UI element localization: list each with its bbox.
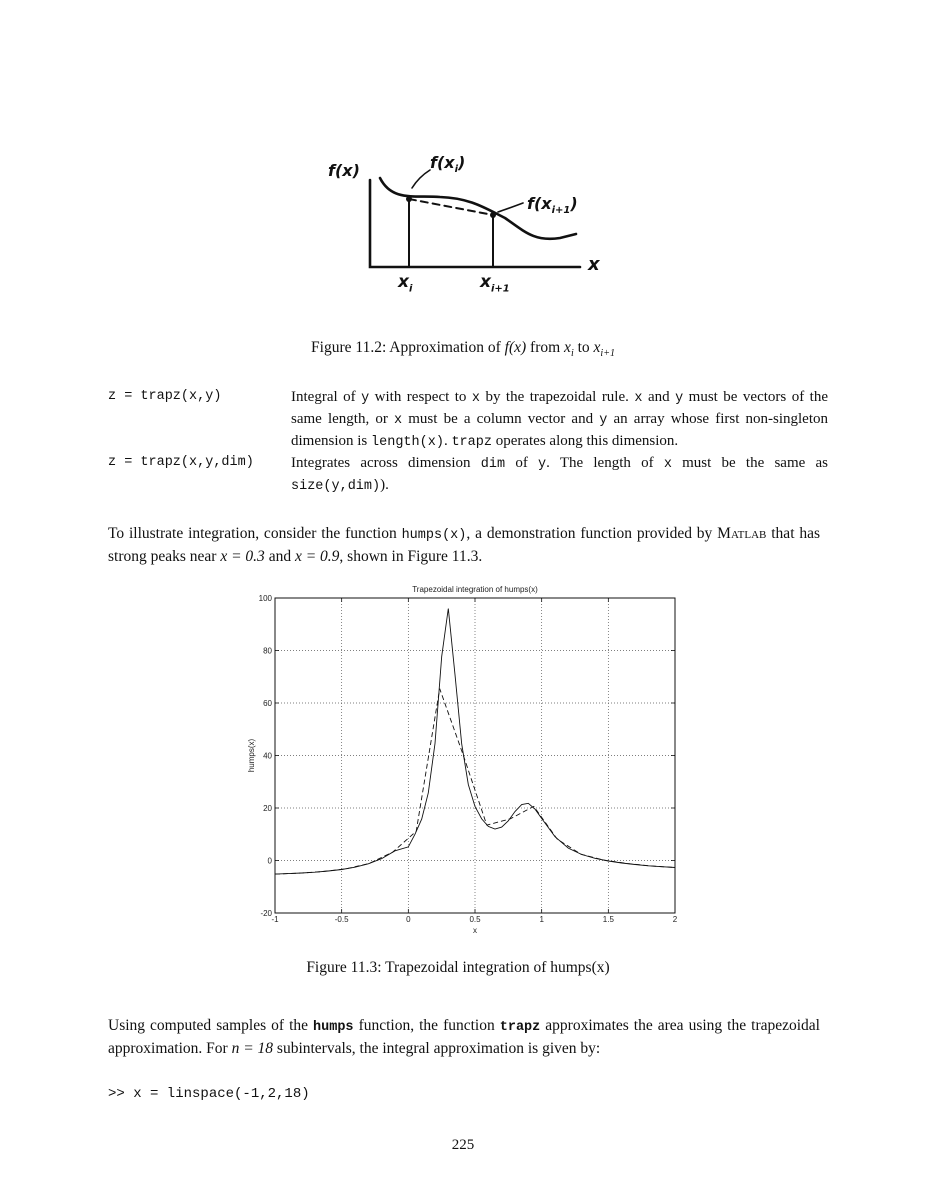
figure-11-2-caption: Figure 11.2: Approximation of f(x) from $x_i$ to $x_{i+1}$ [311, 339, 615, 360]
figure-11-3-caption: Figure 11.3: Trapezoidal integration of humps(x) [306, 959, 610, 976]
sketch-point-xi [406, 196, 412, 202]
y-tick-label: 20 [263, 804, 272, 813]
x-tick-label: 2 [672, 915, 678, 924]
plot-title: Trapezoidal integration of humps(x) [412, 585, 538, 594]
definition-term: z = trapz(x,y,dim) [108, 455, 254, 470]
sketch-fxi1-label: $f(x_{i+1})$ [527, 194, 578, 217]
x-tick-label: 0.5 [469, 915, 481, 924]
sketch-y-label: f(x) [328, 161, 360, 180]
plot-ticks [259, 594, 678, 924]
x-tick-label: -1 [271, 915, 279, 924]
x-tick-label: 1 [539, 915, 544, 924]
code-line: >> x = linspace(-1,2,18) [108, 1086, 310, 1102]
plot-x-label: x [473, 926, 477, 935]
definition-desc: Integrates across dimension dim of y. The length of x must be the same as size(y,dim)). [291, 455, 828, 494]
function-definitions [108, 387, 828, 497]
y-tick-label: 60 [263, 699, 272, 708]
sketch-fxi-label: $f(x_i)$ [430, 153, 466, 176]
sketch-xi-label: $x_i$ [398, 272, 413, 295]
x-tick-label: -0.5 [334, 915, 349, 924]
definition-desc: Integral of y with respect to x by the trapezoidal rule. x and y must be vectors of the same length, or x must be a column vector and y an array whose first non-singleton dimension is length(x). trapz operates along this dimension. [291, 389, 829, 450]
trapezoid-sketch [320, 150, 620, 300]
y-tick-label: 0 [267, 856, 272, 866]
definition-row [108, 453, 828, 497]
sketch-arrow-fxi1 [498, 203, 523, 212]
x-tick-label: 1.5 [602, 915, 614, 924]
x-tick-label: 0 [406, 915, 411, 924]
y-tick-label: 100 [258, 594, 272, 603]
humps-plot [240, 580, 690, 940]
y-tick-label: 80 [263, 646, 272, 656]
plot-grid [275, 598, 675, 913]
paragraph-trapz: Using computed samples of the humps function, the function trapz approximates the area using the trapezoidal approximation. For n = 18 subintervals, the integral approximation is given by: [108, 1017, 820, 1057]
sketch-arrow-fxi [412, 170, 430, 188]
paragraph-humps-intro: To illustrate integration, consider the function humps(x), a demonstration function provided by Matlab that has strong peaks near x = 0.3 and x = 0.9, shown in Figure 11.3. [108, 525, 821, 565]
definition-row [108, 387, 828, 453]
y-tick-label: -20 [260, 909, 272, 918]
sketch-xi1-label: $x_{i+1}$ [480, 272, 510, 295]
plot-y-label: humps(x) [247, 738, 256, 773]
plot-curves [275, 609, 675, 875]
page-number: 225 [451, 1137, 475, 1153]
y-tick-label: 40 [263, 751, 272, 761]
series-humps-line [275, 609, 675, 875]
figure-11-2 [320, 150, 620, 300]
sketch-point-xi1 [490, 212, 496, 218]
sketch-x-label: x [588, 254, 600, 275]
definition-term: z = trapz(x,y) [108, 389, 222, 404]
